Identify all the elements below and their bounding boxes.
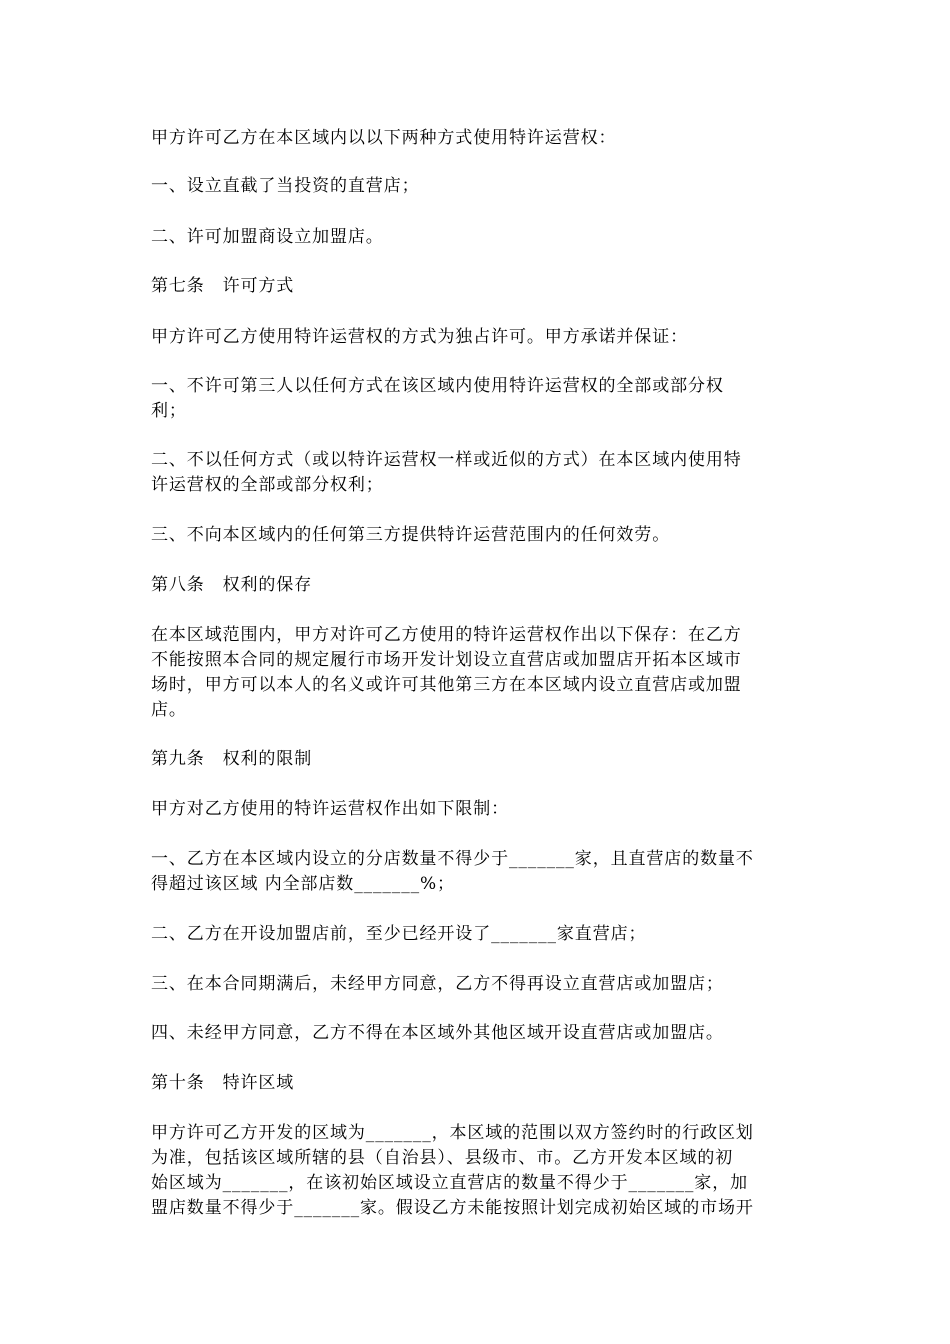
- paragraph-restrictions: 甲方对乙方使用的特许运营权作出如下限制：: [151, 799, 509, 819]
- paragraph-reservation-line-3: 场时，甲方可以本人的名义或许可其他第三方在本区域内设立直营店或加盟: [151, 675, 742, 695]
- paragraph-territory-line-4: 盟店数量不得少于_______家。假设乙方未能按照计划完成初始区域的市场开: [151, 1198, 754, 1218]
- list-item-direct-store: 一、设立直截了当投资的直营店；: [151, 176, 420, 196]
- list-item-no-service: 三、不向本区域内的任何第三方提供特许运营范围内的任何效劳。: [151, 525, 671, 545]
- paragraph-territory-line-2: 为准，包括该区域所辖的县（自治县）、县级市、市。乙方开发本区域的初: [151, 1148, 734, 1168]
- paragraph-reservation-line-2: 不能按照本合同的规定履行市场开发计划设立直营店或加盟店开拓本区域市: [151, 650, 742, 670]
- list-item-no-third-party-line-2: 利；: [151, 401, 187, 421]
- section-heading-article-10: 第十条 特许区域: [151, 1073, 295, 1093]
- list-item-outside-region: 四、未经甲方同意，乙方不得在本区域外其他区域开设直营店或加盟店。: [151, 1023, 724, 1043]
- list-item-store-count-line-2: 得超过该区域 内全部店数_______%；: [151, 874, 455, 894]
- list-item-direct-store-minimum: 二、乙方在开设加盟店前，至少已经开设了_______家直营店；: [151, 924, 647, 944]
- paragraph-territory-line-1: 甲方许可乙方开发的区域为_______，本区域的范围以双方签约时的行政区划: [151, 1123, 754, 1143]
- section-heading-article-7: 第七条 许可方式: [151, 276, 295, 296]
- list-item-franchise-store: 二、许可加盟商设立加盟店。: [151, 227, 384, 247]
- list-item-after-expiry: 三、在本合同期满后，未经甲方同意，乙方不得再设立直营店或加盟店；: [151, 974, 724, 994]
- list-item-store-count-line-1: 一、乙方在本区域内设立的分店数量不得少于_______家，且直营店的数量不: [151, 849, 754, 869]
- paragraph-reservation-line-1: 在本区域范围内，甲方对许可乙方使用的特许运营权作出以下保存：在乙方: [151, 625, 742, 645]
- paragraph-reservation-line-4: 店。: [151, 700, 187, 720]
- paragraph-intro: 甲方许可乙方在本区域内以以下两种方式使用特许运营权：: [151, 128, 617, 148]
- section-heading-article-8: 第八条 权利的保存: [151, 575, 313, 595]
- section-heading-article-9: 第九条 权利的限制: [151, 749, 313, 769]
- paragraph-license-method: 甲方许可乙方使用特许运营权的方式为独占许可。甲方承诺并保证：: [151, 327, 688, 347]
- list-item-no-self-use-line-1: 二、不以任何方式（或以特许运营权一样或近似的方式）在本区域内使用特: [151, 450, 742, 470]
- list-item-no-self-use-line-2: 许运营权的全部或部分权利；: [151, 475, 384, 495]
- list-item-no-third-party-line-1: 一、不许可第三人以任何方式在该区域内使用特许运营权的全部或部分权: [151, 376, 724, 396]
- paragraph-territory-line-3: 始区域为_______，在该初始区域设立直营店的数量不得少于_______家，加: [151, 1173, 748, 1193]
